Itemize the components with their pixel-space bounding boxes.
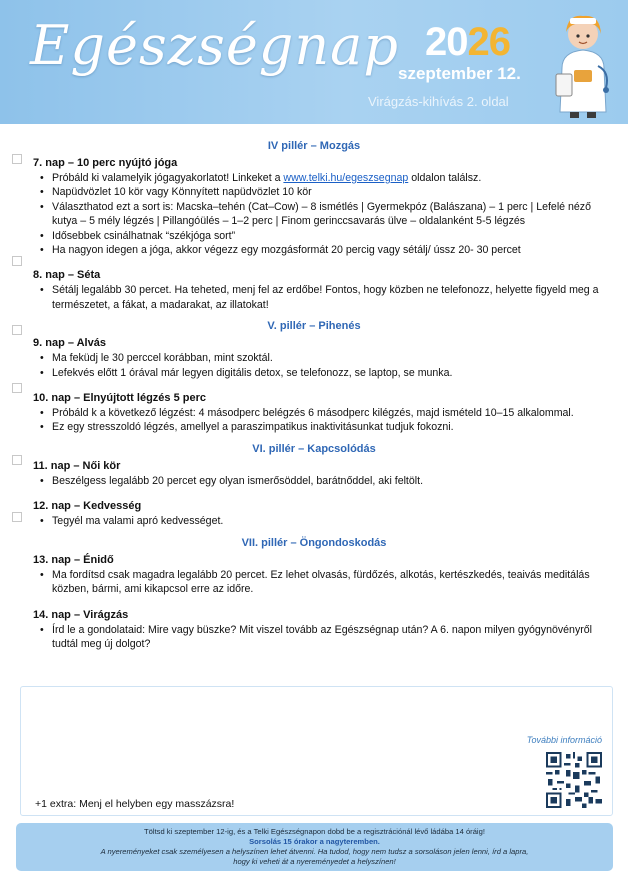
header-banner	[0, 0, 628, 124]
day-title: 8. nap – Séta	[33, 269, 101, 282]
day-items	[40, 514, 600, 528]
day-items	[40, 406, 600, 435]
doctor-illustration-icon	[548, 8, 618, 120]
day-items	[40, 623, 600, 652]
list-item: • Ma feküdj le 30 perccel korábban, mint szoktál.	[40, 351, 600, 365]
list-item: • Választhatod ezt a sort is: Macska–tehén (Cat–Cow) – 8 ismétlés | Gyermekpóz (Balászana) – 1 perc | Lefelé néző kutya – 5 mély légzés | Pillangóülés – 1–2 perc | Finom gerinccsavarás ülve – oldalanként 5-5 légzés	[40, 200, 600, 229]
event-date: szeptember 12.	[398, 64, 521, 83]
footer-line: Töltsd ki szeptember 12-ig, és a Telki Egészségnapon dobd be a regisztrációnál lévő ládába 14 óráig!	[144, 827, 485, 836]
day-title: 9. nap – Alvás	[33, 337, 106, 350]
list-item: • Ez egy stresszoldó légzés, amellyel a paraszimpatikus inaktivitásunkat tudjuk fokozni.	[40, 420, 600, 434]
list-item: • Írd le a gondolataid: Mire vagy büszke? Mit viszel tovább az Egészségnap után? A 6. napon milyen gyógynövényről tudtál meg új dolgot?	[40, 623, 600, 652]
pillar-heading: VI. pillér – Kapcsolódás	[252, 442, 376, 455]
notes-area[interactable]	[20, 686, 613, 816]
footer-line-highlight: Sorsolás 15 órakor a nagyteremben.	[249, 837, 380, 846]
list-item: • Próbáld ki valamelyik jógagyakorlatot! Linkeket a www.telki.hu/egeszsegnap oldalon találsz.	[40, 171, 600, 185]
footer-info	[16, 823, 613, 871]
list-item: • Próbáld k a következő légzést: 4 másodperc belégzés 6 másodperc kilégzés, majd ismételd 10–15 alkalommal.	[40, 406, 600, 420]
page-subtitle: Virágzás-kihívás 2. oldal	[368, 94, 509, 109]
day-items	[40, 568, 600, 597]
list-item: • Napüdvözlet 10 kör vagy Könnyített napüdvözlet 10 kör	[40, 185, 600, 199]
event-year	[425, 20, 510, 65]
year-part-2: 26	[467, 20, 510, 64]
website-link[interactable]: www.telki.hu/egeszsegnap	[283, 172, 409, 184]
extra-task: +1 extra: Menj el helyben egy masszázsra!	[35, 798, 235, 810]
day-title: 11. nap – Női kör	[33, 459, 121, 472]
day-title: 14. nap – Virágzás	[33, 608, 129, 621]
qr-code-icon[interactable]	[546, 752, 602, 808]
pillar-heading: V. pillér – Pihenés	[267, 320, 361, 333]
challenge-list	[0, 132, 628, 651]
day-items	[40, 283, 600, 312]
day-title: 12. nap – Kedvesség	[33, 500, 142, 513]
year-part-1: 20	[425, 20, 468, 64]
list-item: • Idősebbek csinálhatnak “székjóga sort”	[40, 229, 600, 243]
day-items	[40, 474, 600, 488]
pillar-heading: VII. pillér – Öngondoskodás	[241, 536, 387, 549]
day-title: 13. nap – Énidő	[33, 553, 114, 566]
footer-line: A nyereményeket csak személyesen a helyszínen lehet átvenni. Ha tudod, hogy nem tudsz a sorsoláson jelen lenni, írd a lapra,	[100, 847, 529, 856]
day-title: 10. nap – Elnyújtott légzés 5 perc	[33, 392, 206, 405]
pillar-heading: IV pillér – Mozgás	[267, 140, 361, 152]
page-title: Egészségnap	[30, 14, 399, 77]
day-items	[40, 351, 600, 380]
list-item: • Lefekvés előtt 1 órával már legyen digitális detox, se telefonozz, se laptop, se munka.	[40, 366, 600, 380]
list-item: • Sétálj legalább 30 percet. Ha teheted, menj fel az erdőbe! Fontos, hogy közben ne telefonozz, helyette figyeld meg a természetet, a fákat, a madarakat, az illatokat!	[40, 283, 600, 312]
day-items	[40, 171, 600, 257]
list-item: • Beszélgess legalább 20 percet egy olyan ismerősöddel, barátnőddel, aki feltölt.	[40, 474, 600, 488]
footer-line: hogy ki veheti át a nyereményedet a helyszínen!	[233, 857, 396, 866]
list-item: • Tegyél ma valami apró kedvességet.	[40, 514, 600, 528]
list-item: • Ma fordítsd csak magadra legalább 20 percet. Ez lehet olvasás, fürdőzés, alkotás, kertészkedés, teaivás meditálás közben, bármi, ami kikapcsol erre az időre.	[40, 568, 600, 597]
list-item: • Ha nagyon idegen a jóga, akkor végezz egy mozgásformát 20 percig vagy sétálj/ ússz 20- 30 percet	[40, 243, 600, 257]
more-info-label: További információ	[526, 735, 602, 745]
day-title: 7. nap – 10 perc nyújtó jóga	[33, 157, 178, 169]
